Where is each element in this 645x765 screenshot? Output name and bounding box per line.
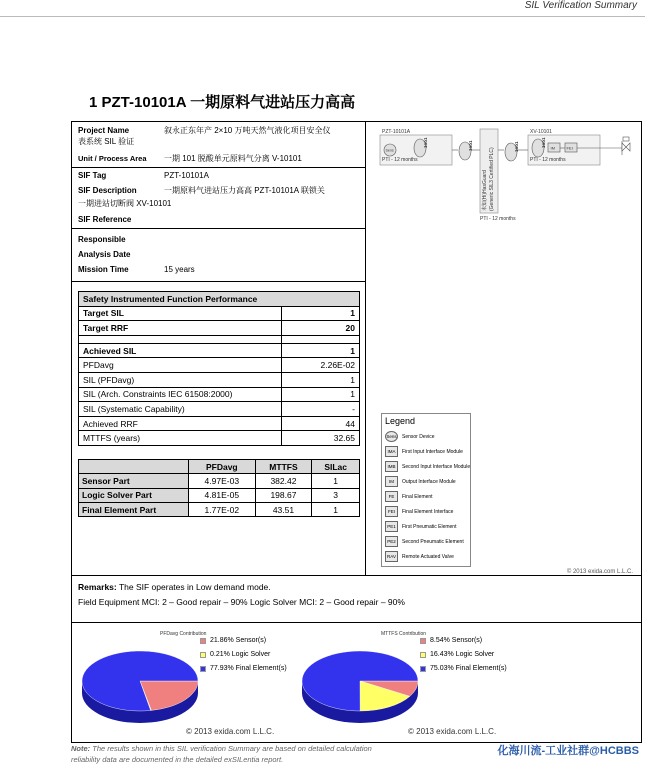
document-header-title: SIL Verification Summary xyxy=(524,0,637,11)
analysis-date-row xyxy=(78,249,130,261)
performance-row xyxy=(79,431,360,446)
remarks-panel xyxy=(71,576,642,623)
legend-item xyxy=(385,505,453,518)
legend-swatch xyxy=(420,652,426,658)
legend-title: Legend xyxy=(385,416,416,426)
legend-item-label: Second Input Interface Module xyxy=(402,463,471,470)
legend-symbol-icon: IM xyxy=(385,476,398,487)
mission-time-row xyxy=(78,264,195,276)
chart-legend-label: 21.86% Sensor(s) xyxy=(210,637,267,644)
legend-item xyxy=(385,430,435,443)
legend-item xyxy=(385,535,464,548)
legend-item-label: Sensor Device xyxy=(402,433,435,440)
footnote-text: The results shown in this SIL verification Summary are based on detailed calculation xyxy=(92,744,372,753)
legend-symbol-icon: IMA xyxy=(385,446,398,457)
legend-swatch xyxy=(200,666,206,672)
divider xyxy=(72,167,366,168)
sensor-group-voter-label: 1oo1 xyxy=(468,140,473,151)
unit-value: 一期 101 脱酸单元原料气分离 V-10101 xyxy=(164,154,302,163)
legend-item-label: Output Interface Module xyxy=(402,478,456,485)
parts-cell-silac: 3 xyxy=(312,488,360,502)
performance-value: 44 xyxy=(282,416,360,431)
chart-legend-entry xyxy=(200,665,287,672)
sif-desc-value: 一期原料气进站压力高高 PZT-10101A 联锁关 xyxy=(164,186,325,195)
parts-cell-pfd: 4.97E-03 xyxy=(189,474,256,488)
chart-legend-label: 0.21% Logic Solver xyxy=(210,651,271,658)
sensor-icon-label: Sens xyxy=(385,148,394,153)
page-title: 1 PZT-10101A 一期原料气进站压力高高 xyxy=(89,94,356,111)
diagram-copyright: © 2013 exida.com L.L.C. xyxy=(566,569,633,575)
legend-symbol-icon: RAV xyxy=(385,551,398,562)
pfd-chart-title: PFDavg Contribution xyxy=(160,631,207,637)
legend-symbol-icon: PE1 xyxy=(385,521,398,532)
chart-legend-entry xyxy=(420,665,507,672)
remarks-text: The SIF operates in Low demand mode. xyxy=(118,582,271,592)
parts-cell-mttfs: 198.67 xyxy=(255,488,312,502)
legend-item xyxy=(385,520,456,533)
project-name-value: 叙永正东年产 2×10 万吨天然气液化项目安全仪 xyxy=(164,126,331,135)
charts-panel xyxy=(71,623,642,743)
performance-label: Target SIL xyxy=(79,306,282,321)
performance-value: - xyxy=(282,402,360,417)
valve-icon xyxy=(622,137,630,155)
remarks-line-1 xyxy=(78,582,271,592)
performance-value: 20 xyxy=(282,321,360,336)
parts-cell-mttfs: 43.51 xyxy=(255,502,312,516)
header-divider xyxy=(0,16,645,17)
performance-value: 1 xyxy=(282,306,360,321)
parts-row xyxy=(79,488,360,502)
legend-symbol-icon: PE2 xyxy=(385,536,398,547)
parts-col-blank xyxy=(79,460,189,474)
parts-col-silac: SILac xyxy=(312,460,360,474)
pfd-pie-chart xyxy=(80,643,200,733)
parts-cell-name: Final Element Part xyxy=(79,502,189,516)
legend-item-label: Final Element xyxy=(402,493,433,500)
performance-label: Target RRF xyxy=(79,321,282,336)
performance-value: 2.26E-02 xyxy=(282,358,360,373)
performance-value: 32.65 xyxy=(282,431,360,446)
valve-pti-text: PTI - 12 months xyxy=(530,157,566,163)
legend-swatch xyxy=(200,638,206,644)
sif-desc-row xyxy=(78,185,325,197)
chart-legend-entry xyxy=(420,637,482,644)
legend-swatch xyxy=(200,652,206,658)
legend-item-label: Second Pneumatic Element xyxy=(402,538,464,545)
sif-reference-row xyxy=(78,214,131,226)
fei-icon-label: FEI xyxy=(566,145,573,151)
legend-item xyxy=(385,475,456,488)
pfd-chart-copyright: © 2013 exida.com L.L.C. xyxy=(186,727,275,736)
unit-label: Unit / Process Area xyxy=(78,154,147,163)
parts-cell-silac: 1 xyxy=(312,474,360,488)
legend-swatch xyxy=(420,638,426,644)
parts-col-pfdavg: PFDavg xyxy=(189,460,256,474)
performance-label: SIL (Arch. Constraints IEC 61508:2000) xyxy=(79,387,282,402)
sensor-tag-text: PZT-10101A xyxy=(382,129,411,135)
sif-tag-value: PZT-10101A xyxy=(164,171,209,180)
parts-cell-name: Logic Solver Part xyxy=(79,488,189,502)
watermark: 化海川流-工业社群@HCBBS xyxy=(497,745,639,757)
remarks-label: Remarks: xyxy=(78,582,117,592)
parts-col-mttfs: MTTFS xyxy=(255,460,312,474)
legend-swatch xyxy=(420,666,426,672)
parts-cell-name: Sensor Part xyxy=(79,474,189,488)
legend-item-label: Remote Actuated Valve xyxy=(402,553,454,560)
performance-row xyxy=(79,358,360,373)
project-name-label: Project Name xyxy=(78,126,130,135)
performance-label: SIL (Systematic Capability) xyxy=(79,402,282,417)
project-name-cont: 表系统 SIL 验证 xyxy=(78,137,135,146)
parts-cell-pfd: 4.81E-05 xyxy=(189,488,256,502)
legend-item xyxy=(385,460,470,473)
footnote-line-2: reliability data are documented in the detailed exSILentia report. xyxy=(71,755,284,764)
chart-legend-entry xyxy=(200,637,266,644)
chart-legend-label: 75.03% Final Element(s) xyxy=(430,665,507,672)
responsible-label: Responsible xyxy=(78,235,126,244)
sensor-pti-text: PTI - 12 months xyxy=(382,157,418,163)
performance-value: 1 xyxy=(282,387,360,402)
parts-table xyxy=(78,459,360,517)
logic-pti-text: PTI - 12 months xyxy=(480,216,516,222)
chart-legend-label: 8.54% Sensor(s) xyxy=(430,637,483,644)
parts-cell-pfd: 1.77E-02 xyxy=(189,502,256,516)
valve-tag-text: XV-10101 xyxy=(530,129,552,135)
sensor-voter-label: 1oo1 xyxy=(423,137,428,148)
logic-solver-label: 未知(Hi)HasGuard xyxy=(482,170,488,211)
mttfs-chart-copyright: © 2013 exida.com L.L.C. xyxy=(408,727,497,736)
legend-item-label: First Input Interface Module xyxy=(402,448,463,455)
legend-item-label: Final Element Interface xyxy=(402,508,454,515)
legend-item-label: First Pneumatic Element xyxy=(402,523,457,530)
mttfs-chart-title: MTTFS Contribution xyxy=(381,631,427,637)
divider xyxy=(72,281,366,282)
performance-label: Achieved SIL xyxy=(79,343,282,358)
performance-header: Safety Instrumented Function Performance xyxy=(79,292,360,307)
sif-desc-label: SIF Description xyxy=(78,186,137,195)
performance-label: SIL (PFDavg) xyxy=(79,372,282,387)
mission-time-value: 15 years xyxy=(164,265,195,274)
performance-label: PFDavg xyxy=(79,358,282,373)
chart-legend-label: 16.43% Logic Solver xyxy=(430,651,495,658)
divider xyxy=(72,228,366,229)
legend-panel xyxy=(381,413,471,567)
sif-desc-cont: 一期进站切断阀 XV-10101 xyxy=(78,199,172,208)
chart-legend-label: 77.93% Final Element(s) xyxy=(210,665,287,672)
logic-solver-label-2: (Generic SIL3 Certified PLC) xyxy=(489,147,495,211)
mttfs-pie-chart xyxy=(300,643,420,733)
performance-row xyxy=(79,402,360,417)
performance-row xyxy=(79,306,360,321)
legend-item xyxy=(385,490,433,503)
performance-spacer xyxy=(79,335,360,343)
final-voter-label: 1oo1 xyxy=(541,137,546,148)
legend-symbol-icon: Sens xyxy=(385,431,398,442)
performance-row xyxy=(79,387,360,402)
analysis-date-label: Analysis Date xyxy=(78,250,131,259)
performance-row xyxy=(79,343,360,358)
legend-item xyxy=(385,550,454,563)
performance-label: MTTFS (years) xyxy=(79,431,282,446)
chart-legend-entry xyxy=(420,651,494,658)
sif-tag-label: SIF Tag xyxy=(78,171,107,180)
unit-row xyxy=(78,153,302,165)
performance-value: 1 xyxy=(282,343,360,358)
parts-cell-mttfs: 382.42 xyxy=(255,474,312,488)
legend-item xyxy=(385,445,463,458)
im-icon-label: IM xyxy=(550,145,555,151)
parts-cell-silac: 1 xyxy=(312,502,360,516)
footnote-label: Note: xyxy=(71,744,91,753)
performance-row xyxy=(79,321,360,336)
mission-time-label: Mission Time xyxy=(78,265,129,274)
sif-reference-label: SIF Reference xyxy=(78,215,132,224)
parts-row xyxy=(79,502,360,516)
sif-block-diagram xyxy=(372,125,640,235)
responsible-row xyxy=(78,234,126,246)
legend-symbol-icon: FEI xyxy=(385,506,398,517)
performance-label: Achieved RRF xyxy=(79,416,282,431)
remarks-line-2: Field Equipment MCI: 2 – Good repair – 90% Logic Solver MCI: 2 – Good repair – 90% xyxy=(78,597,405,607)
parts-row xyxy=(79,474,360,488)
chart-legend-entry xyxy=(200,651,270,658)
logic-voter-label: 1oo1 xyxy=(514,141,519,152)
legend-symbol-icon: FE xyxy=(385,491,398,502)
performance-row xyxy=(79,416,360,431)
performance-value: 1 xyxy=(282,372,360,387)
sif-tag-row xyxy=(78,170,209,182)
performance-row xyxy=(79,372,360,387)
legend-symbol-icon: IMB xyxy=(385,461,398,472)
performance-table xyxy=(78,291,360,446)
